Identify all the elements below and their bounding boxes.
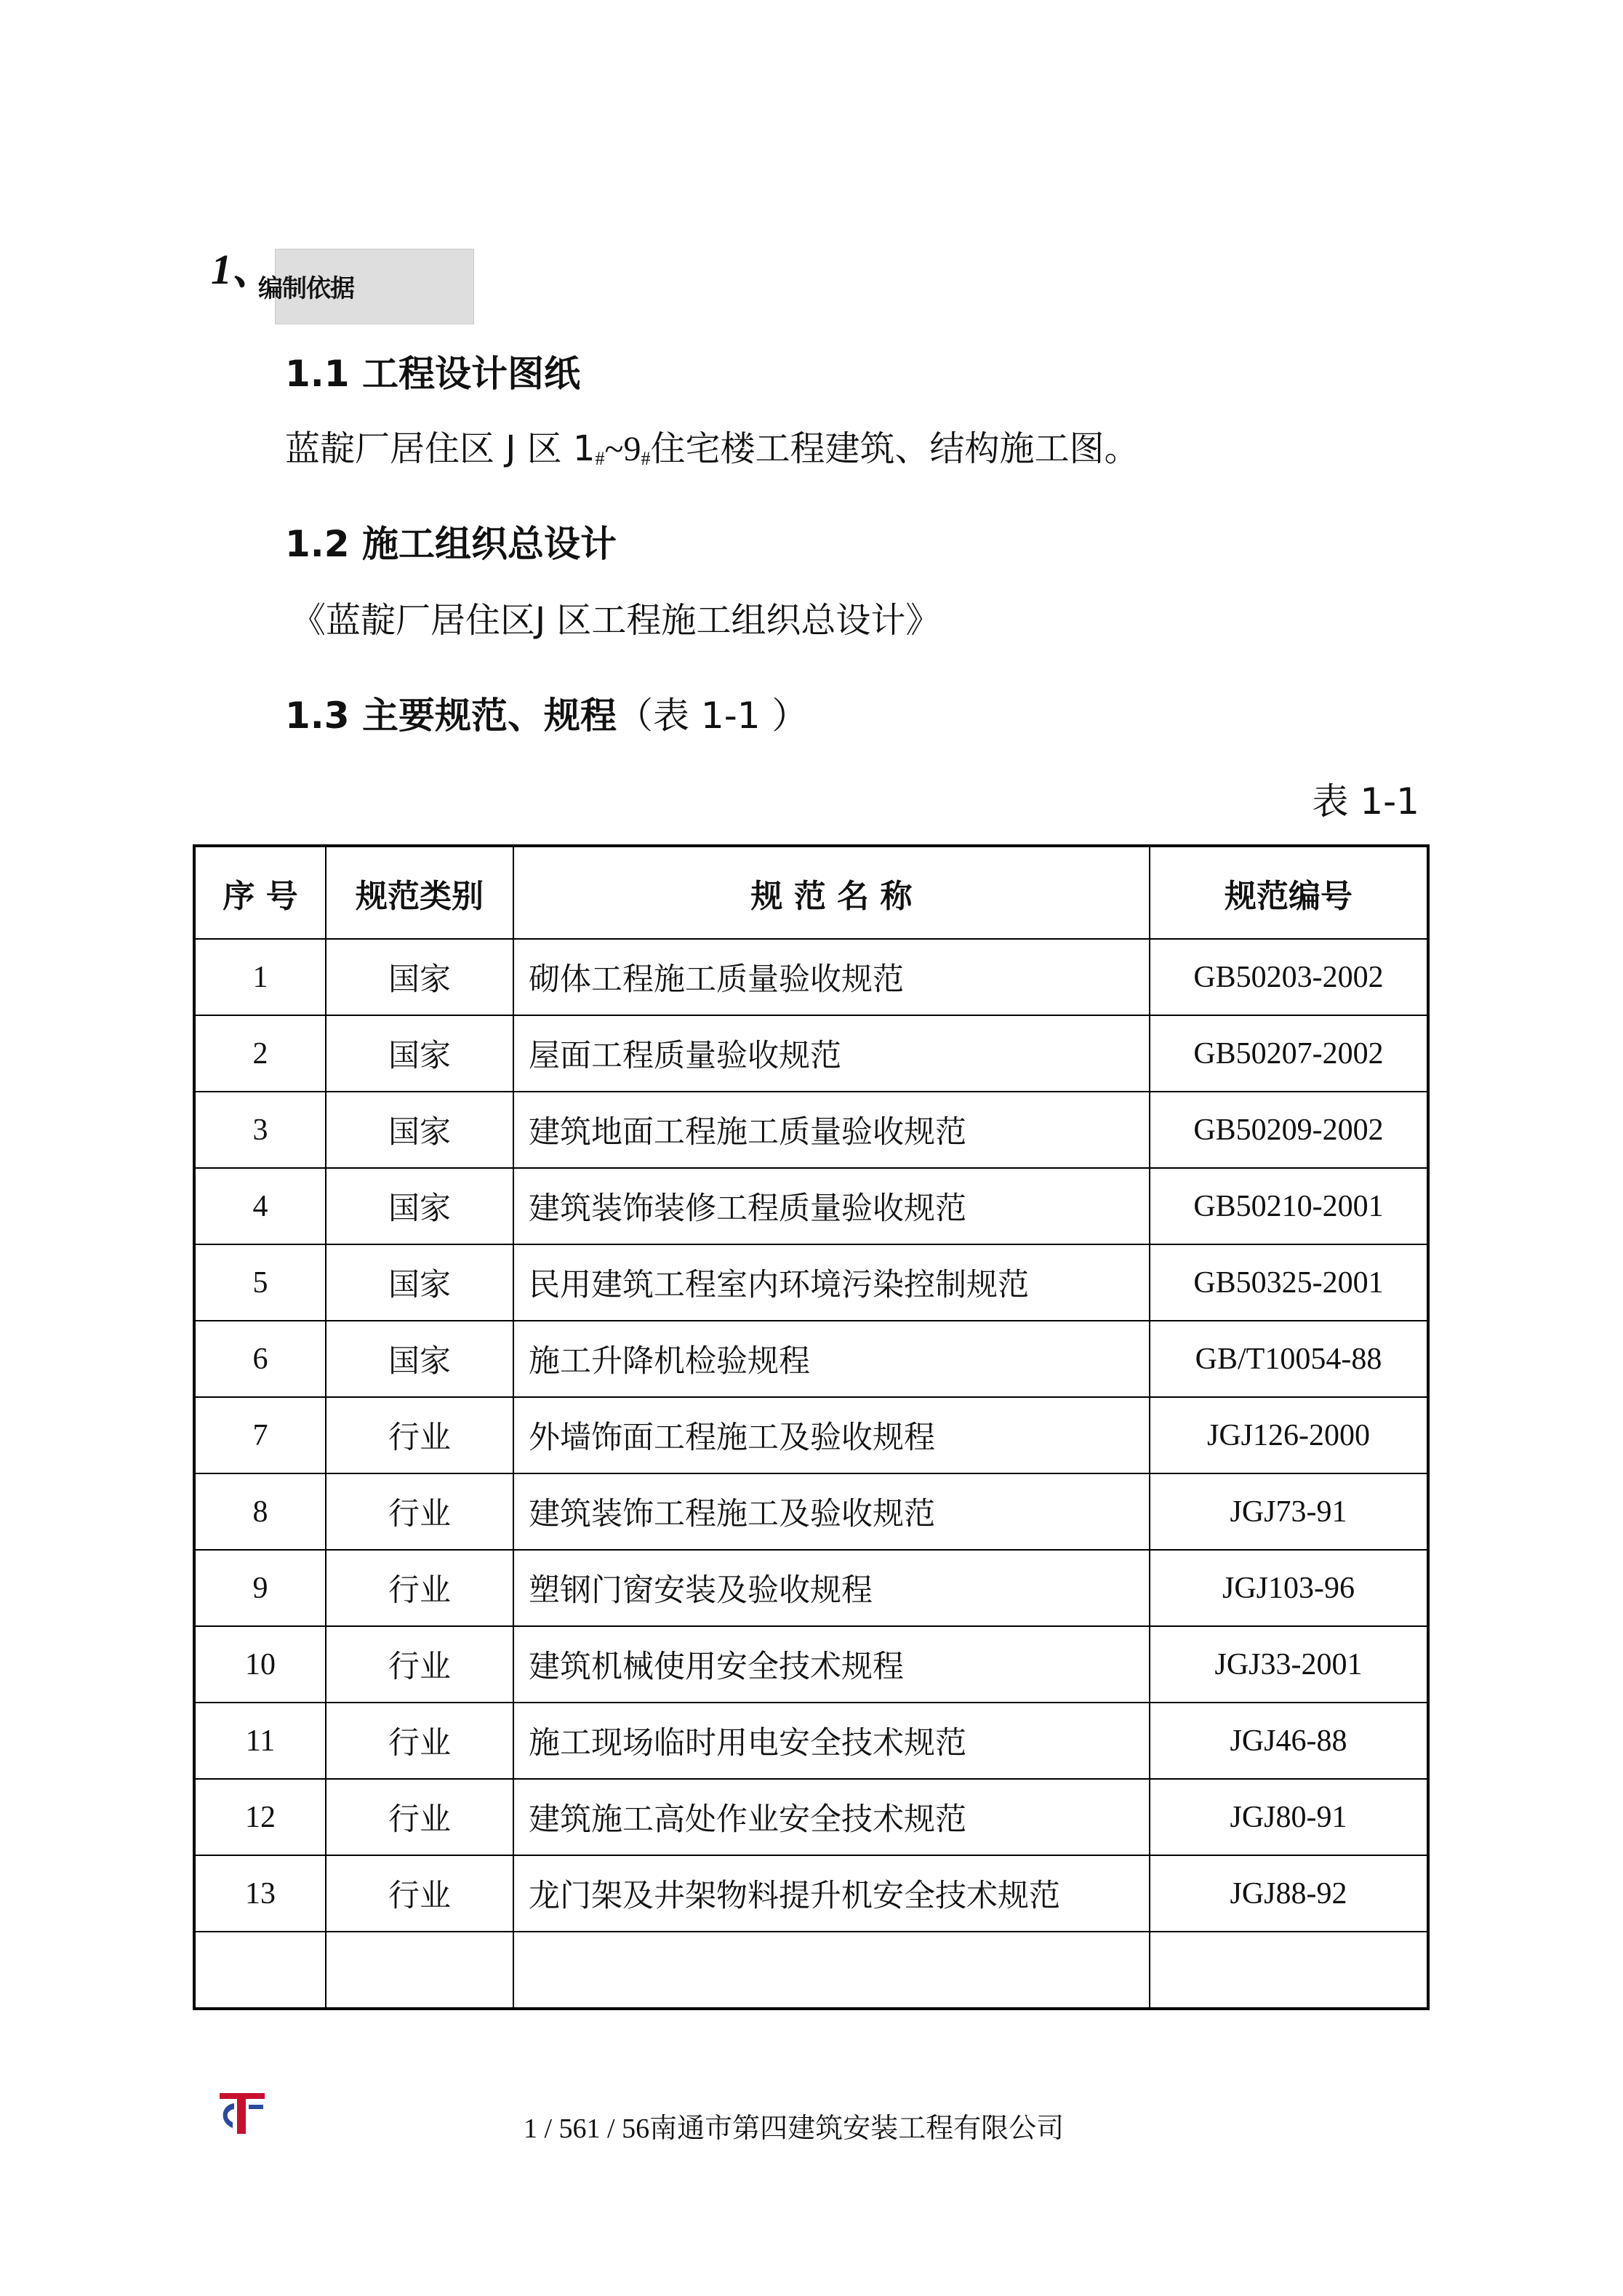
row-spec-name: 建筑机械使用安全技术规程 [513,1626,1150,1703]
text-sub: # [641,448,651,469]
page-footer [524,2105,1064,2145]
row-spec-code: GB/T10054-88 [1150,1321,1428,1397]
row-spec-code: JGJ73-91 [1150,1473,1428,1550]
table-row [194,1932,1428,2009]
row-category: 国家 [326,1168,513,1244]
row-spec-code: GB50325-2001 [1150,1244,1428,1321]
row-spec-code: JGJ126-2000 [1150,1397,1428,1473]
row-spec-name: 施工现场临时用电安全技术规范 [513,1703,1150,1779]
spec-table [193,844,1430,2010]
row-spec-name: 民用建筑工程室内环境污染控制规范 [513,1244,1150,1321]
table-row [194,1397,1428,1473]
row-spec-code: GB50207-2002 [1150,1015,1428,1092]
section-1-3-table-ref: （表 1-1 ） [616,695,809,737]
section-1-2-text: 《蓝靛厂居住区J 区工程施工组织总设计》 [291,600,941,641]
row-number: 4 [194,1168,326,1244]
company-logo-icon [215,2090,268,2135]
row-spec-name: 建筑装饰工程施工及验收规范 [513,1473,1150,1550]
row-spec-code: JGJ33-2001 [1150,1626,1428,1703]
header-no: 序 号 [194,846,326,939]
row-category: 行业 [326,1473,513,1550]
row-number: 1 [194,939,326,1015]
row-number: 5 [194,1244,326,1321]
row-category: 行业 [326,1550,513,1626]
row-spec-code: JGJ88-92 [1150,1855,1428,1932]
row-spec-name: 屋面工程质量验收规范 [513,1015,1150,1092]
section-1-3-heading [285,687,808,739]
text-sub: # [595,448,605,469]
row-spec-name: 建筑地面工程施工质量验收规范 [513,1092,1150,1168]
row-number: 12 [194,1779,326,1855]
table-header-row [194,846,1428,939]
table-row [194,1703,1428,1779]
row-spec-code: JGJ46-88 [1150,1703,1428,1779]
text-part: 住宅楼工程建筑、结构施工图。 [650,428,1139,469]
row-category: 国家 [326,1015,513,1092]
section-1-1-heading: 1.1 工程设计图纸 [285,353,580,395]
row-spec-name: 塑钢门窗安装及验收规程 [513,1550,1150,1626]
heading-1-number: 1、 [211,246,275,293]
row-spec-name: 砌体工程施工质量验收规范 [513,939,1150,1015]
section-1-1-text [285,420,1139,471]
row-spec-name: 外墙饰面工程施工及验收规程 [513,1397,1150,1473]
row-number: 7 [194,1397,326,1473]
page-number: 1 / 561 / 56 [524,2113,650,2144]
row-spec-code: JGJ80-91 [1150,1779,1428,1855]
row-spec-name: 龙门架及井架物料提升机安全技术规范 [513,1855,1150,1932]
row-category: 国家 [326,1092,513,1168]
row-spec-code: GB50209-2002 [1150,1092,1428,1168]
row-category: 行业 [326,1626,513,1703]
row-spec-name: 施工升降机检验规程 [513,1321,1150,1397]
row-category [326,1932,513,2009]
row-spec-code [1150,1932,1428,2009]
row-category: 国家 [326,939,513,1015]
table-row [194,1779,1428,1855]
row-spec-name: 建筑施工高处作业安全技术规范 [513,1779,1150,1855]
section-1-3-title: 1.3 主要规范、规程 [285,695,617,737]
table-row [194,1473,1428,1550]
table-row [194,1321,1428,1397]
table-row [194,1168,1428,1244]
row-spec-name [513,1932,1150,2009]
table-row [194,1244,1428,1321]
row-number [194,1932,326,2009]
row-category: 行业 [326,1703,513,1779]
row-spec-code: GB50210-2001 [1150,1168,1428,1244]
row-category: 国家 [326,1321,513,1397]
row-number: 6 [194,1321,326,1397]
row-category: 行业 [326,1855,513,1932]
row-category: 国家 [326,1244,513,1321]
table-row [194,939,1428,1015]
row-number: 8 [194,1473,326,1550]
row-category: 行业 [326,1779,513,1855]
company-name: 南通市第四建筑安装工程有限公司 [649,2112,1065,2144]
row-category: 行业 [326,1397,513,1473]
table-row [194,1855,1428,1932]
table-row [194,1092,1428,1168]
text-part: 蓝靛厂居住区 J 区 1 [285,428,596,469]
table-label: 表 1-1 [1312,780,1419,823]
table-row [194,1626,1428,1703]
text-part: ~9 [604,430,641,468]
heading-1-title: 编制依据 [258,274,354,303]
row-spec-code: GB50203-2002 [1150,939,1428,1015]
table-body [194,939,1428,2009]
row-number: 10 [194,1626,326,1703]
row-number: 3 [194,1092,326,1168]
row-spec-name: 建筑装饰装修工程质量验收规范 [513,1168,1150,1244]
row-number: 9 [194,1550,326,1626]
table-row [194,1015,1428,1092]
header-category: 规范类别 [326,846,513,939]
section-1-2-heading: 1.2 施工组织总设计 [285,523,617,565]
header-name: 规 范 名 称 [513,846,1150,939]
table-row [194,1550,1428,1626]
row-number: 11 [194,1703,326,1779]
row-number: 2 [194,1015,326,1092]
header-code: 规范编号 [1150,846,1428,939]
row-number: 13 [194,1855,326,1932]
row-spec-code: JGJ103-96 [1150,1550,1428,1626]
